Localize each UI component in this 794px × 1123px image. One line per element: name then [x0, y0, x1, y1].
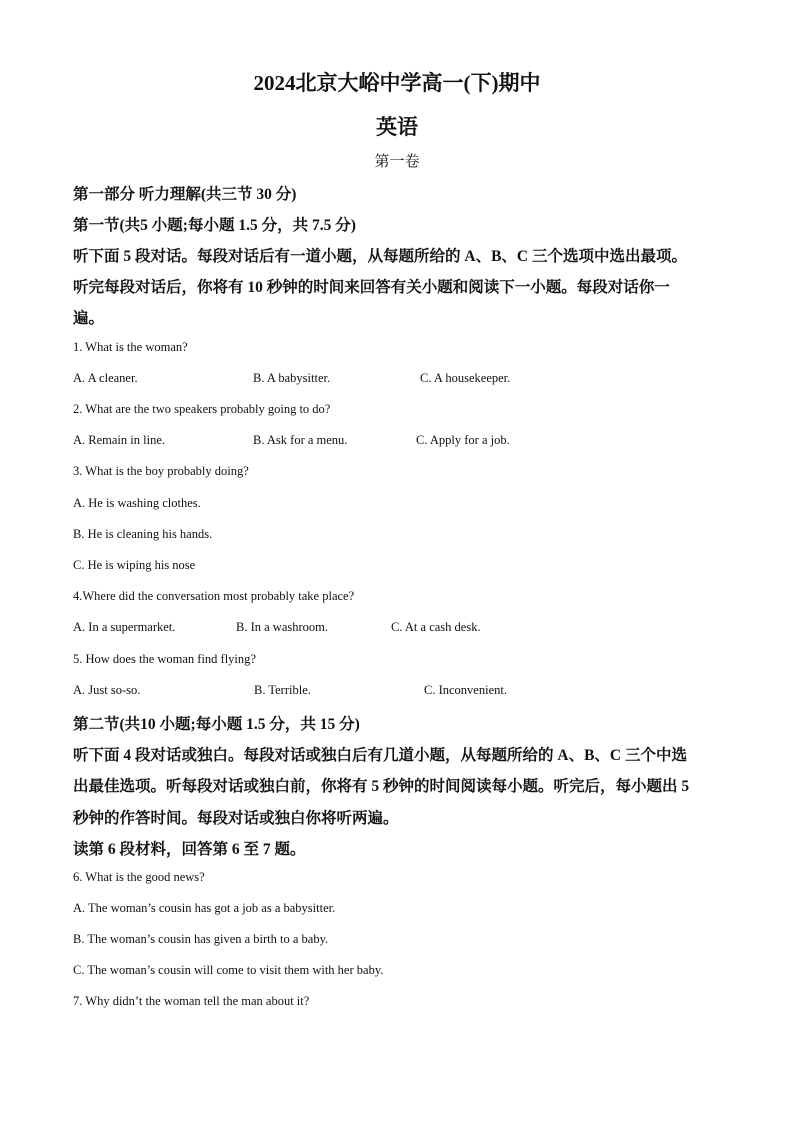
question-option: C. At a cash desk.	[391, 620, 481, 634]
question-option: A. In a supermarket.	[73, 620, 176, 634]
subject-title: 英语	[376, 115, 418, 139]
question-option: C. Inconvenient.	[424, 683, 507, 697]
question-option: B. In a washroom.	[236, 620, 328, 634]
question-option: C. The woman’s cousin will come to visit them with her baby.	[73, 963, 384, 977]
section1-instruction-line: 听完每段对话后，你将有 10 秒钟的时间来回答有关小题和阅读下一小题。每段对话你一	[73, 279, 670, 296]
question-option: A. Just so-so.	[73, 683, 141, 697]
question-stem: 1. What is the woman?	[73, 340, 188, 354]
question-option: A. Remain in line.	[73, 433, 165, 447]
document-title: 2024北京大峪中学高一(下)期中	[253, 71, 541, 95]
material-heading: 读第 6 段材料，回答第 6 至 7 题。	[73, 841, 306, 858]
section1-heading: 第一节(共5 小题;每小题 1.5 分，共 7.5 分)	[73, 217, 356, 234]
question-stem: 4.Where did the conversation most probably take place?	[73, 589, 355, 603]
volume-title: 第一卷	[374, 154, 420, 170]
question-option: B. The woman’s cousin has given a birth to a baby.	[73, 932, 329, 946]
question-stem: 7. Why didn’t the woman tell the man about it?	[73, 994, 310, 1008]
section2-instruction-line: 出最佳选项。听每段对话或独白前，你将有 5 秒钟的时间阅读每小题。听完后，每小题出 5	[73, 778, 690, 795]
question-option: C. Apply for a job.	[416, 433, 510, 447]
question-option: B. Terrible.	[254, 683, 311, 697]
question-stem: 2. What are the two speakers probably going to do?	[73, 402, 331, 416]
question-stem: 6. What is the good news?	[73, 870, 205, 884]
section2-instruction-line: 听下面 4 段对话或独白。每段对话或独白后有几道小题，从每题所给的 A、B、C 三个中选	[73, 747, 687, 764]
question-option: B. He is cleaning his hands.	[73, 527, 213, 541]
question-option: B. A babysitter.	[253, 371, 331, 385]
question-option: A. The woman’s cousin has got a job as a babysitter.	[73, 901, 336, 915]
question-stem: 3. What is the boy probably doing?	[73, 464, 249, 478]
question-option: A. A cleaner.	[73, 371, 138, 385]
section2-heading: 第二节(共10 小题;每小题 1.5 分，共 15 分)	[73, 716, 360, 733]
question-stem: 5. How does the woman find flying?	[73, 652, 256, 666]
section1-instruction-line: 听下面 5 段对话。每段对话后有一道小题，从每题所给的 A、B、C 三个选项中选出最项。	[73, 248, 687, 265]
section1-instruction-line: 遍。	[73, 310, 105, 327]
question-option: C. He is wiping his nose	[73, 558, 196, 572]
part1-heading: 第一部分 听力理解(共三节 30 分)	[73, 186, 297, 203]
section2-instruction-line: 秒钟的作答时间。每段对话或独白你将听两遍。	[73, 810, 399, 827]
question-option: B. Ask for a menu.	[253, 433, 348, 447]
question-option: A. He is washing clothes.	[73, 496, 201, 510]
question-option: C. A housekeeper.	[420, 371, 511, 385]
